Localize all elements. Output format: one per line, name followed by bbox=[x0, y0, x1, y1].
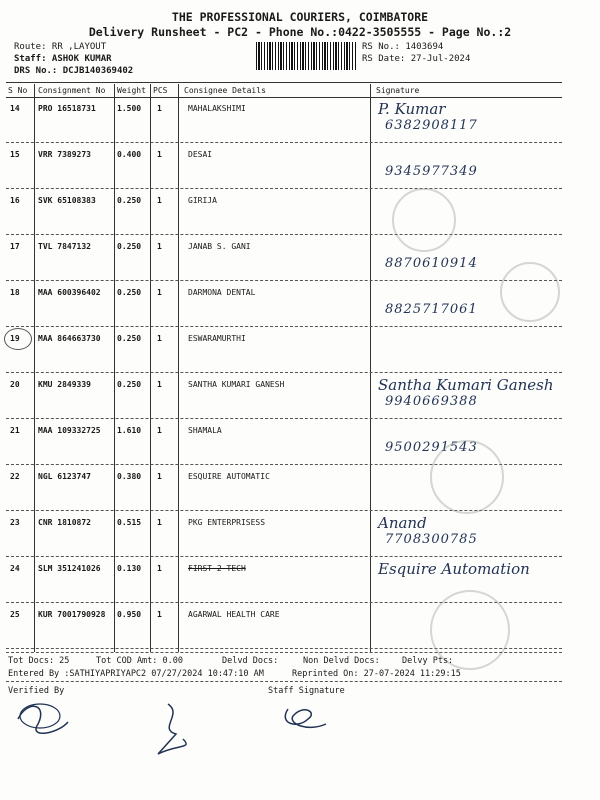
row-consignment-no: SLM 351241026 bbox=[38, 564, 101, 573]
column-divider bbox=[114, 84, 115, 652]
column-divider bbox=[150, 84, 151, 652]
row-divider bbox=[6, 418, 562, 419]
row-consignee: GIRIJA bbox=[188, 196, 217, 205]
table-header-border bbox=[6, 97, 562, 98]
row-divider bbox=[6, 556, 562, 557]
row-consignee: DARMONA DENTAL bbox=[188, 288, 256, 297]
row-weight: 0.250 bbox=[117, 196, 142, 205]
row-weight: 0.130 bbox=[117, 564, 142, 573]
rs-no: RS No.: 1403694 bbox=[362, 42, 444, 52]
entered-by: Entered By :SATHIYAPRIYAPC2 07/27/2024 10:47:10 AM bbox=[8, 669, 264, 679]
table-top-border bbox=[6, 82, 562, 83]
row-pcs: 1 bbox=[157, 196, 162, 205]
stamp-seal bbox=[392, 188, 456, 252]
row-sno: 22 bbox=[10, 472, 20, 481]
row-phone-handwritten: 6382908117 bbox=[385, 118, 478, 133]
row-consignment-no: KUR 7001790928 bbox=[38, 610, 106, 619]
delivered-docs: Delvd Docs: bbox=[222, 656, 279, 666]
column-divider bbox=[370, 84, 371, 652]
total-docs: Tot Docs: 25 bbox=[8, 656, 70, 666]
rs-date: RS Date: 27-Jul-2024 bbox=[362, 54, 471, 64]
row-consignment-no: VRR 7389273 bbox=[38, 150, 91, 159]
row-divider bbox=[6, 372, 562, 373]
row-pcs: 1 bbox=[157, 242, 162, 251]
row-sno: 19 bbox=[10, 334, 20, 343]
row-sno: 17 bbox=[10, 242, 20, 251]
row-consignee: PKG ENTERPRISESS bbox=[188, 518, 266, 527]
row-signature: Santha Kumari Ganesh bbox=[378, 376, 554, 394]
row-pcs: 1 bbox=[157, 288, 162, 297]
row-consignee: ESWARAMURTHI bbox=[188, 334, 246, 343]
row-pcs: 1 bbox=[157, 104, 162, 113]
runsheet-subtitle: Delivery Runsheet - PC2 - Phone No.:0422-3505555 - Page No.:2 bbox=[88, 25, 512, 39]
row-weight: 0.515 bbox=[117, 518, 142, 527]
row-pcs: 1 bbox=[157, 610, 162, 619]
row-divider bbox=[6, 142, 562, 143]
row-consignment-no: PRO 16518731 bbox=[38, 104, 96, 113]
row-consignment-no: CNR 1810872 bbox=[38, 518, 91, 527]
footer-signatures bbox=[8, 694, 348, 764]
row-consignee: ESQUIRE AUTOMATIC bbox=[188, 472, 270, 481]
hand-drawn-circle bbox=[4, 328, 32, 350]
row-consignment-no: NGL 6123747 bbox=[38, 472, 91, 481]
row-weight: 0.950 bbox=[117, 610, 142, 619]
row-consignee: FIRST 2 TECH bbox=[188, 564, 246, 573]
row-divider bbox=[6, 326, 562, 327]
row-sno: 18 bbox=[10, 288, 20, 297]
row-weight: 0.400 bbox=[117, 150, 142, 159]
row-consignment-no: TVL 7847132 bbox=[38, 242, 91, 251]
barcode bbox=[256, 42, 356, 70]
row-pcs: 1 bbox=[157, 472, 162, 481]
row-signature: P. Kumar bbox=[378, 100, 446, 118]
company-title: THE PROFESSIONAL COURIERS, COIMBATORE bbox=[171, 10, 429, 24]
row-consignee: MAHALAKSHIMI bbox=[188, 104, 246, 113]
staff-signature-label: Staff Signature bbox=[268, 686, 345, 696]
row-pcs: 1 bbox=[157, 334, 162, 343]
stamp-seal bbox=[500, 262, 560, 322]
row-phone-handwritten: 8870610914 bbox=[385, 256, 478, 271]
stamp-seal bbox=[430, 440, 504, 514]
col-header-pcs: PCS bbox=[153, 86, 168, 95]
row-weight: 0.250 bbox=[117, 242, 142, 251]
staff-label: Staff: ASHOK KUMAR bbox=[14, 54, 112, 64]
row-pcs: 1 bbox=[157, 426, 162, 435]
total-cod: Tot COD Amt: 0.00 bbox=[96, 656, 183, 666]
row-consignment-no: MAA 864663730 bbox=[38, 334, 101, 343]
row-sno: 15 bbox=[10, 150, 20, 159]
row-phone-handwritten: 9500291543 bbox=[385, 440, 478, 455]
row-weight: 1.610 bbox=[117, 426, 142, 435]
delivery-points: Delvy Pts: bbox=[402, 656, 454, 666]
footer-divider bbox=[6, 652, 562, 653]
footer-divider bbox=[6, 681, 562, 682]
row-consignee: SANTHA KUMARI GANESH bbox=[188, 380, 285, 389]
row-phone-handwritten: 9345977349 bbox=[385, 164, 478, 179]
row-pcs: 1 bbox=[157, 564, 162, 573]
row-weight: 0.250 bbox=[117, 380, 142, 389]
column-divider bbox=[178, 84, 179, 652]
non-delivered-docs: Non Delvd Docs: bbox=[303, 656, 380, 666]
row-weight: 0.250 bbox=[117, 288, 142, 297]
row-weight: 0.250 bbox=[117, 334, 142, 343]
row-consignment-no: MAA 109332725 bbox=[38, 426, 101, 435]
row-consignment-no: MAA 600396402 bbox=[38, 288, 101, 297]
row-consignee: DESAI bbox=[188, 150, 213, 159]
row-divider bbox=[6, 234, 562, 235]
row-sno: 24 bbox=[10, 564, 20, 573]
col-header-signature: Signature bbox=[376, 86, 420, 95]
row-sno: 14 bbox=[10, 104, 20, 113]
route-label: Route: RR ,LAYOUT bbox=[14, 42, 107, 52]
row-consignment-no: SVK 65108383 bbox=[38, 196, 96, 205]
row-divider bbox=[6, 188, 562, 189]
col-header-sno: S No bbox=[8, 86, 28, 95]
column-divider bbox=[34, 84, 35, 652]
col-header-consignee: Consignee Details bbox=[184, 86, 266, 95]
verified-by-label: Verified By bbox=[8, 686, 65, 696]
row-sno: 25 bbox=[10, 610, 20, 619]
row-pcs: 1 bbox=[157, 518, 162, 527]
drs-label: DRS No.: DCJB140369402 bbox=[14, 66, 134, 76]
row-pcs: 1 bbox=[157, 150, 162, 159]
row-sno: 20 bbox=[10, 380, 20, 389]
row-consignee: JANAB S. GANI bbox=[188, 242, 251, 251]
row-weight: 1.500 bbox=[117, 104, 142, 113]
row-signature: Esquire Automation bbox=[378, 560, 530, 578]
row-phone-handwritten: 8825717061 bbox=[385, 302, 478, 317]
row-sno: 23 bbox=[10, 518, 20, 527]
col-header-weight: Weight bbox=[117, 86, 146, 95]
row-consignee: SHAMALA bbox=[188, 426, 222, 435]
row-sno: 21 bbox=[10, 426, 20, 435]
reprinted-on: Reprinted On: 27-07-2024 11:29:15 bbox=[292, 669, 461, 679]
row-pcs: 1 bbox=[157, 380, 162, 389]
row-phone-handwritten: 9940669388 bbox=[385, 394, 478, 409]
row-consignee: AGARWAL HEALTH CARE bbox=[188, 610, 280, 619]
col-header-consignment: Consignment No bbox=[38, 86, 106, 95]
row-divider bbox=[6, 280, 562, 281]
row-phone-handwritten: 7708300785 bbox=[385, 532, 478, 547]
row-consignment-no: KMU 2849339 bbox=[38, 380, 91, 389]
row-signature: Anand bbox=[378, 514, 427, 532]
row-weight: 0.380 bbox=[117, 472, 142, 481]
row-sno: 16 bbox=[10, 196, 20, 205]
